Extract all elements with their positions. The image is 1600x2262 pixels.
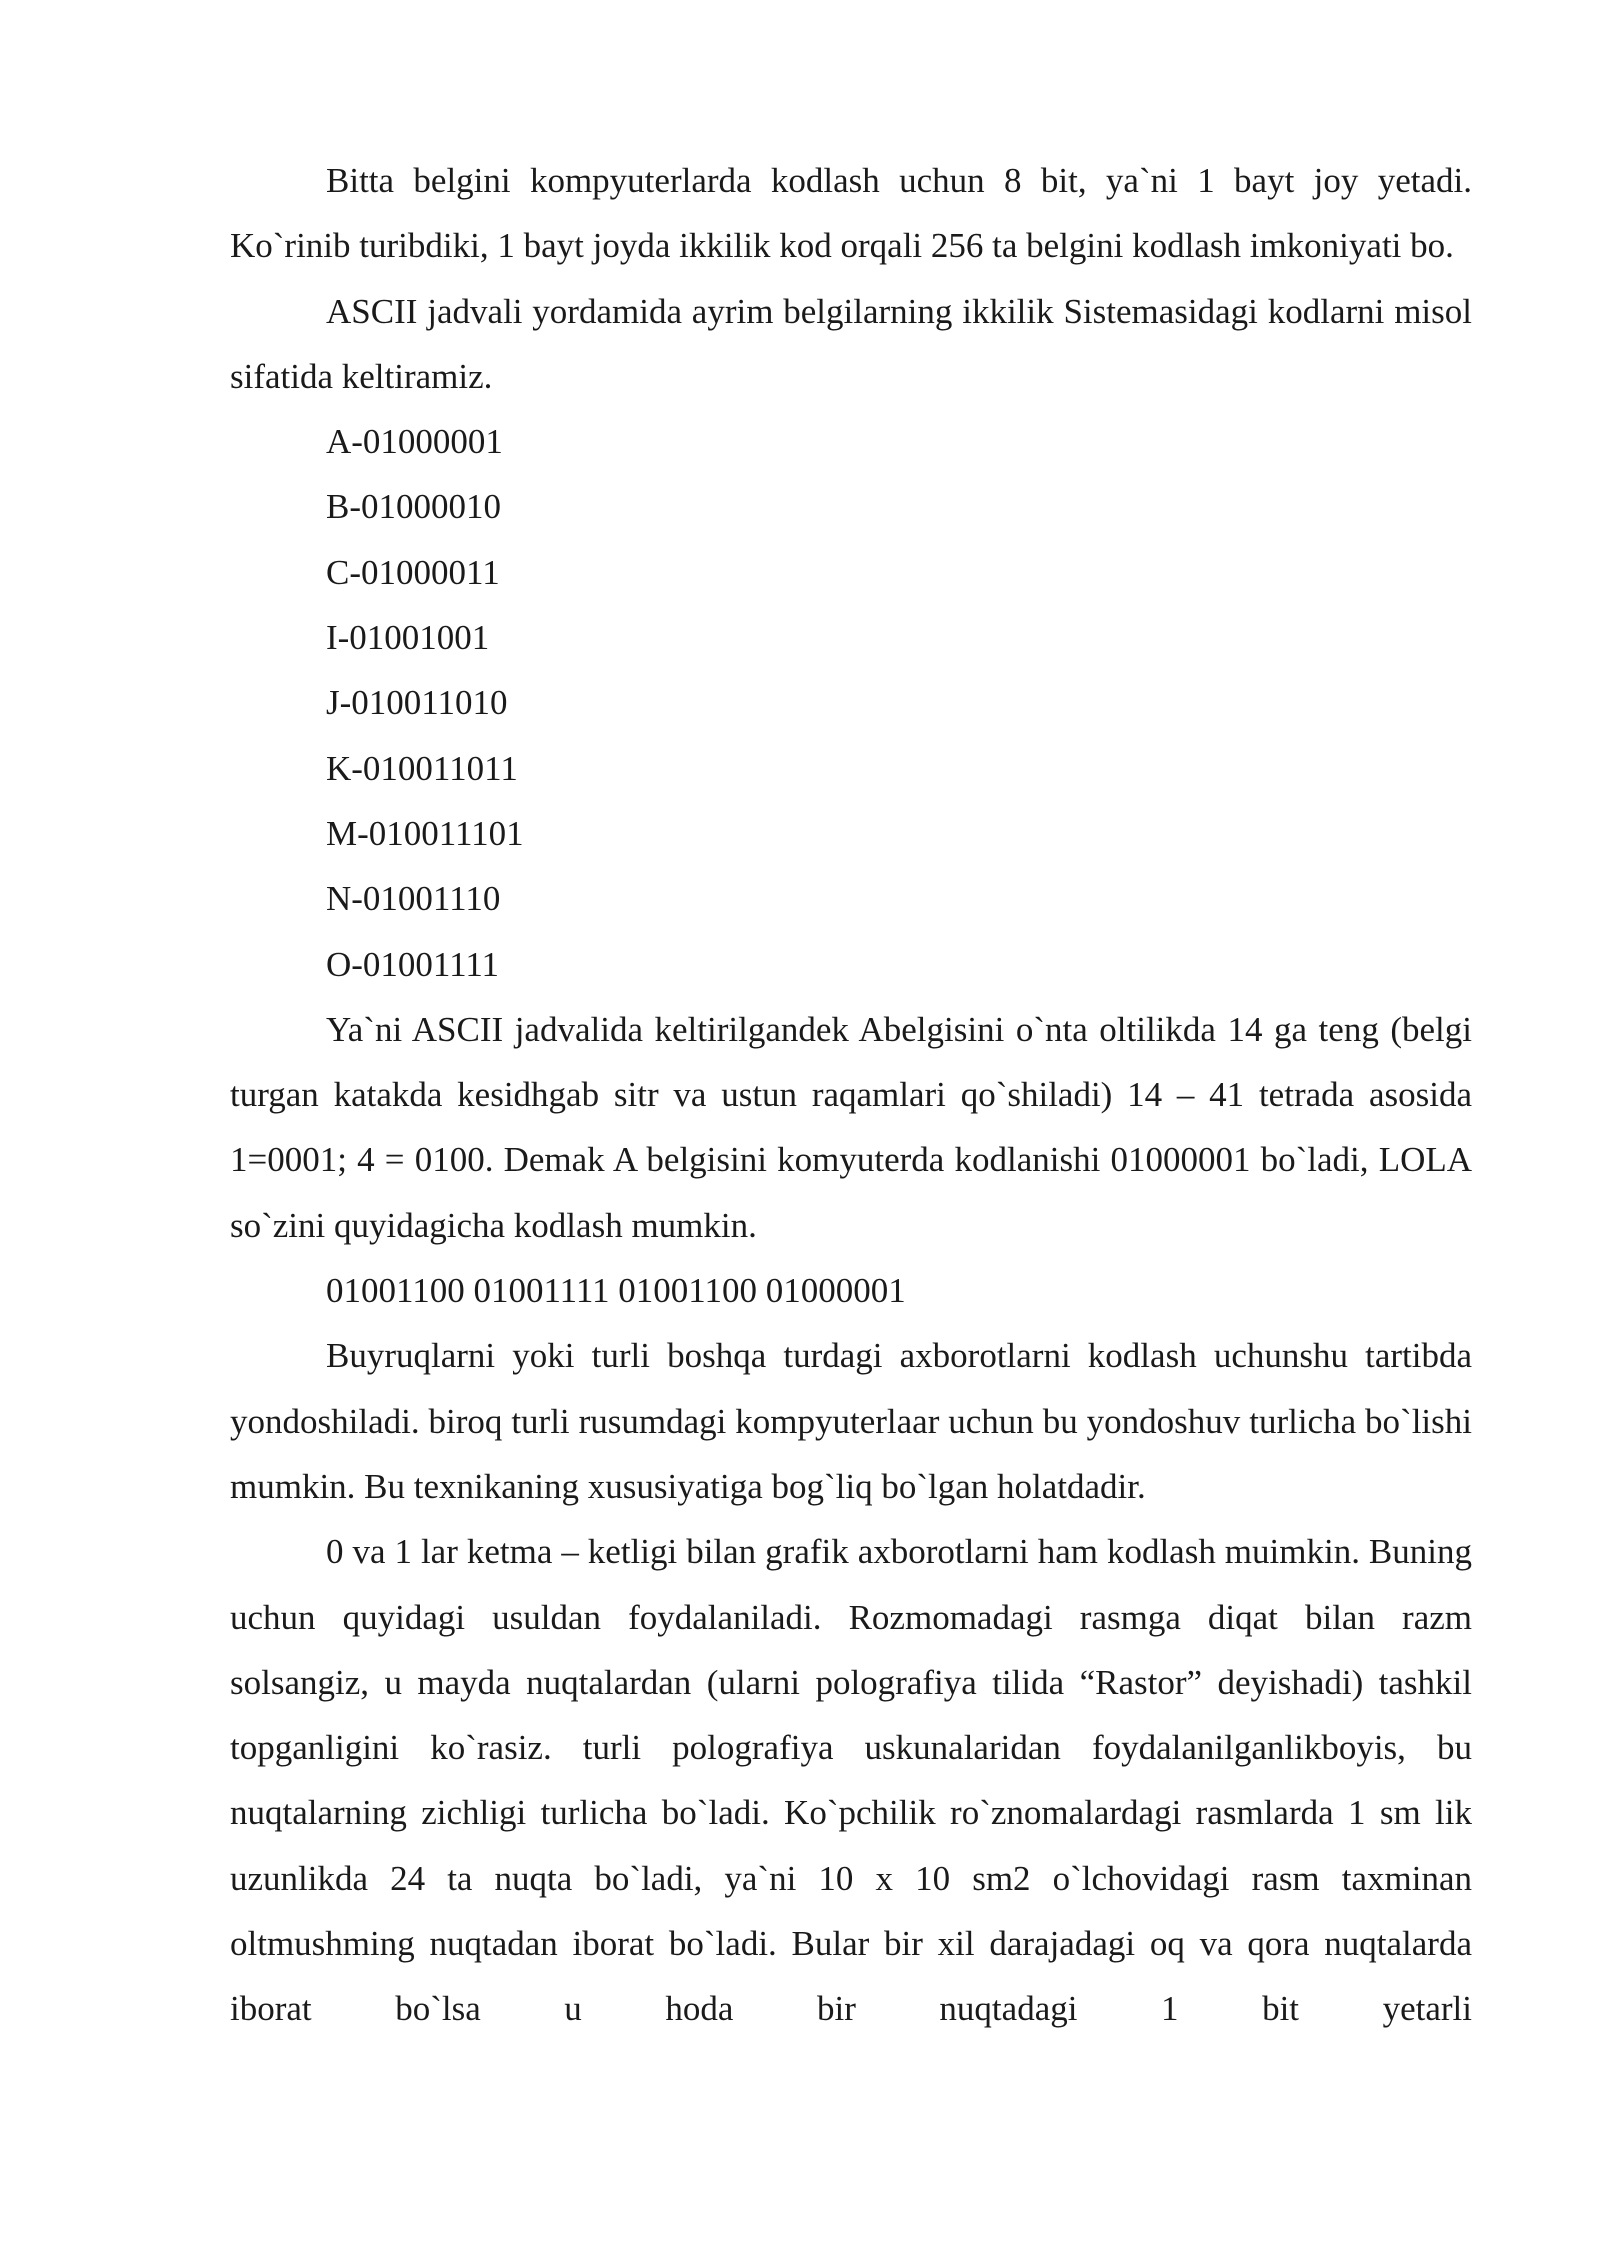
ascii-code-list [230,409,1472,997]
document-page [230,148,1472,2042]
code-item-c: C-01000011 [326,552,500,592]
code-item-m: M-010011101 [326,813,524,853]
paragraph-ascii-intro: ASCII jadvali yordamida ayrim belgilarning ikkilik Sistemasidagi kodlarni misol sifatida keltiramiz. [230,291,1472,396]
paragraph-ascii-explanation: Ya`ni ASCII jadvalida keltirilgandek Abelgisini o`nta oltilikda 14 ga teng (belgi turgan katakda kesidhgab sitr va ustun raqamlari qo`shiladi) 14 – 41 tetrada asosida 1=0001; 4 = 0100. Demak A belgisini komyuterda kodlanishi 01000001 bo`ladi, LOLA so`zini quyidagicha kodlash mumkin. [230,1009,1472,1245]
lola-binary-code: 01001100 01001111 01001100 01000001 [326,1271,906,1311]
code-item-j: J-010011010 [326,683,508,723]
paragraph-byte-encoding: Bitta belgini kompyuterlarda kodlash uchun 8 bit, ya`ni 1 bayt joy yetadi. Ko`rinib turibdiki, 1 bayt joyda ikkilik kod orqali 256 ta belgini kodlash imkoniyati bo. [230,161,1472,266]
paragraph-commands-encoding: Buyruqlarni yoki turli boshqa turdagi axborotlarni kodlash uchunshu tartibda yondoshiladi. biroq turli rusumdagi kompyuterlaar uchun bu yondoshuv turlicha bo`lishi mumkin. Bu texnikaning xususiyatiga bog`liq bo`lgan holatdadir. [230,1336,1472,1506]
code-item-a: A-01000001 [326,422,503,462]
code-item-b: B-01000010 [326,487,501,527]
paragraph-graphics-encoding: 0 va 1 lar ketma – ketligi bilan grafik axborotlarni ham kodlash muimkin. Buning uchun quyidagi usuldan foydalaniladi. Rozmomadagi rasmga diqat bilan razm solsangiz, u mayda nuqtalardan (ularni polografiya tilida “Rastor” deyishadi) tashkil topganligini ko`rasiz. turli polografiya uskunalaridan foydalanilganlikboyis, bu nuqtalarning zichligi turlicha bo`ladi. Ko`pchilik ro`znomalardagi rasmlarda 1 sm lik uzunlikda 24 ta nuqta bo`ladi, ya`ni 10 x 10 sm2 o`lchovidagi rasm taxminan oltmushming nuqtadan iborat bo`ladi. Bular bir xil darajadagi oq va qora nuqtalarda iborat bo`lsa u hoda bir nuqtadagi 1 bit yetarli [230,1532,1472,2029]
code-item-k: K-010011011 [326,748,518,788]
code-item-o: O-01001111 [326,944,500,984]
code-item-n: N-01001110 [326,879,501,919]
code-item-i: I-01001001 [326,618,490,658]
